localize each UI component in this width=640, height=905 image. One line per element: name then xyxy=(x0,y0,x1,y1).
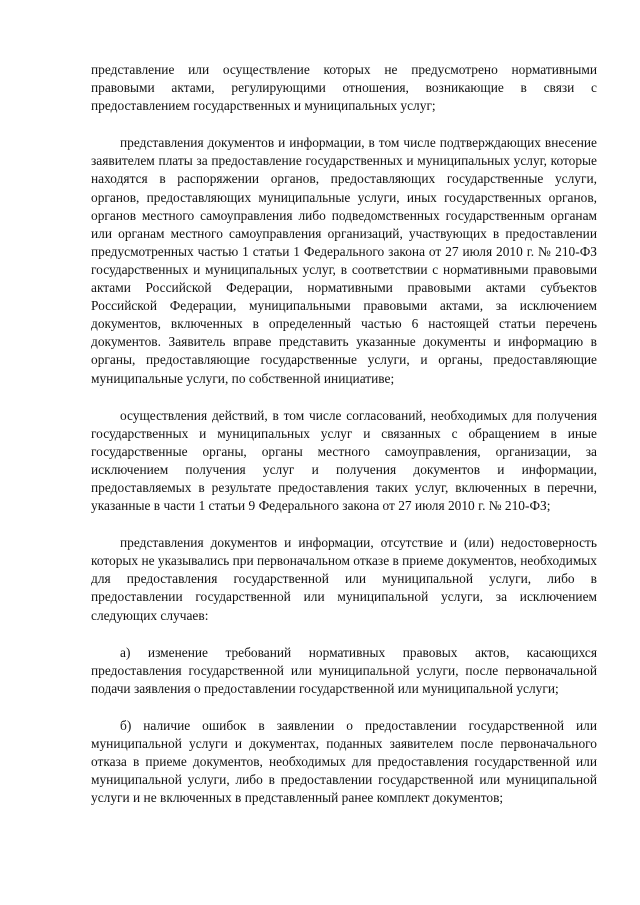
document-body xyxy=(91,61,597,826)
paragraph-actions-approvals: осуществления действий, в том числе согласований, необходимых для получения государственных и муниципальных услуг и связанных с обращением в иные государственные органы, органы местного самоуправления, организации, за исключением получения услуг и получения документов и информации, предоставляемых в результате предоставления таких услуг, включенных в перечни, указанные в части 1 статьи 9 Федерального закона от 27 июля 2010 г. № 210-ФЗ; xyxy=(91,407,597,514)
list-item-a: а) изменение требований нормативных правовых актов, касающихся предоставления государственной или муниципальной услуги, после первоначальной подачи заявления о предоставлении государственной или муниципальной услуги; xyxy=(91,644,597,696)
list-item-b: б) наличие ошибок в заявлении о предоставлении государственной или муниципальной услуги и документах, поданных заявителем после первоначального отказа в приеме документов, необходимых для предоставления государственной или муниципальной услуги, либо в предоставлении государственной или муниципальной услуги и не включенных в представленный ранее комплект документов; xyxy=(91,717,597,806)
paragraph-document-submission: представления документов и информации, в том числе подтверждающих внесение заявителем платы за предоставление государственных и муниципальных услуг, которые находятся в распоряжении органов, предоставляющих государственные услуги, органов, предоставляющих муниципальные услуги, иных государственных органов, органов местного самоуправления либо подведомственных государственным органам или органам местного самоуправления организаций, участвующих в предоставлении предусмотренных частью 1 статьи 1 Федерального закона от 27 июля 2010 г. № 210-ФЗ государственных и муниципальных услуг, в соответствии с нормативными правовыми актами Российской Федерации, нормативными правовыми актами субъектов Российской Федерации, муниципальными правовыми актами, за исключением документов, включенных в определенный частью 6 настоящей статьи перечень документов. Заявитель вправе представить указанные документы и информацию в органы, предоставляющие государственные услуги, и органы, предоставляющие муниципальные услуги, по собственной инициативе; xyxy=(91,135,597,386)
paragraph-continued-text: представление или осуществление которых не предусмотрено нормативными правовыми актами, регулирующими отношения, возникающие в связи с предоставлением государственных и муниципальных услуг; xyxy=(91,62,597,114)
paragraph-unreliable-information: представления документов и информации, отсутствие и (или) недостоверность которых не указывались при первоначальном отказе в приеме документов, необходимых для предоставления государственной или муниципальной услуги, либо в предоставлении государственной или муниципальной услуги, за исключением следующих случаев: xyxy=(91,535,597,623)
